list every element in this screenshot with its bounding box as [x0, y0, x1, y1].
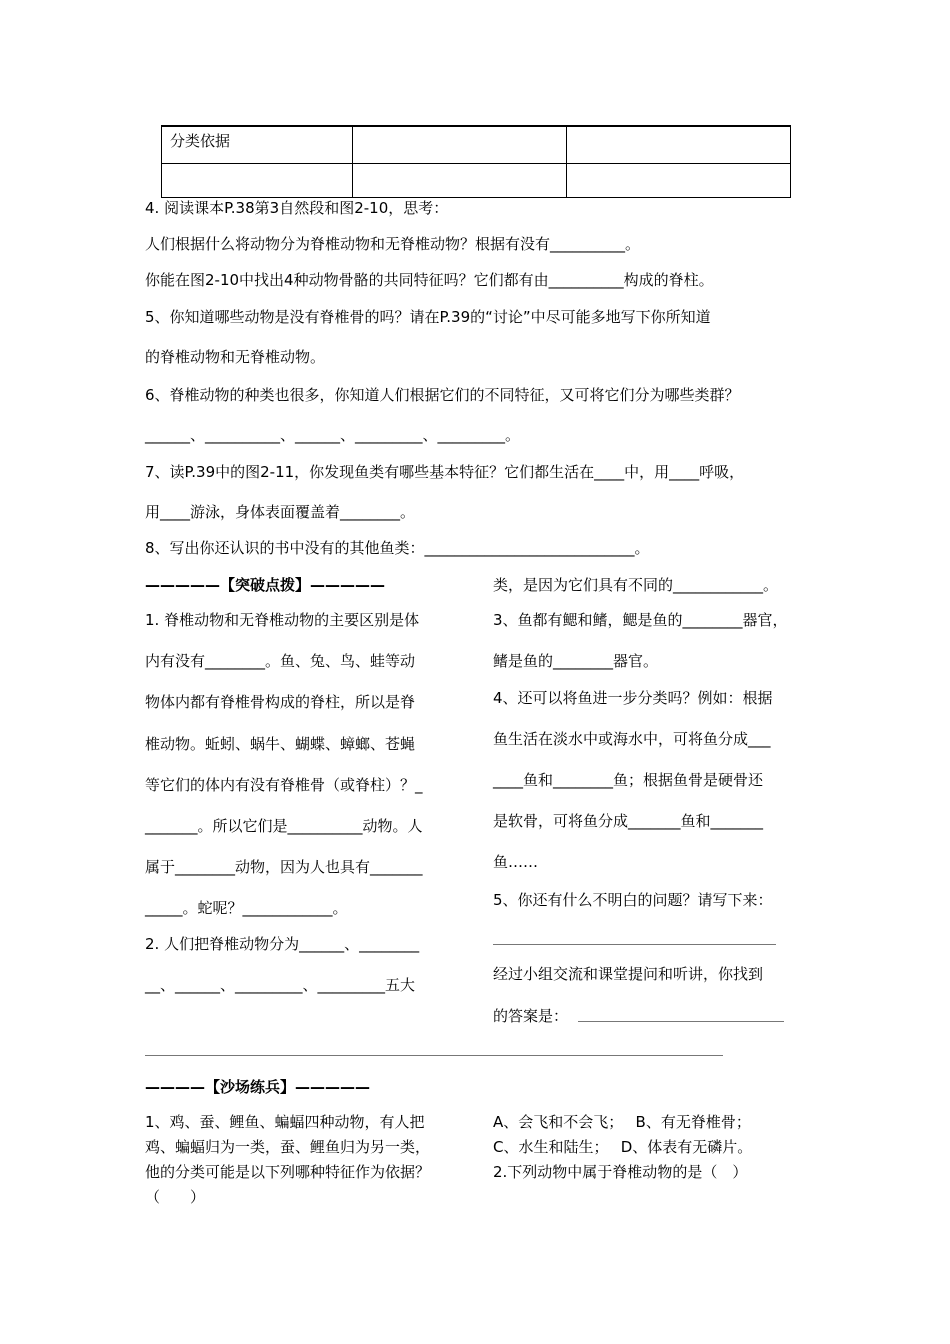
text-line: _____。蛇呢？____________。 [145, 899, 348, 917]
text-line: 的答案是： [493, 1007, 569, 1025]
answer-line [578, 1021, 784, 1022]
question-4: 4. 阅读课本P.38第3自然段和图2-10，思考： [145, 199, 449, 217]
text-line: 他的分类可能是以下列哪种特征作为依据？ [145, 1163, 431, 1181]
text-line: 鸡、蝙蝠归为一类，蚕、鲤鱼归为另一类， [145, 1138, 431, 1156]
text-line: 3、鱼都有鳃和鳍，鳃是鱼的________器官， [493, 611, 788, 629]
question-6-line-2: ______、__________、______、_________、_________。 [145, 426, 521, 444]
text-line: ____鱼和________鱼；根据鱼骨是硬骨还 [493, 771, 764, 789]
text-line: 5、你还有什么不明白的问题？请写下来： [493, 891, 773, 909]
text-line: 是软骨，可将鱼分成_______鱼和_______ [493, 812, 764, 830]
text-line: 鱼…… [493, 853, 539, 871]
table-row [162, 164, 791, 198]
question-7-line-2: 用____游泳，身体表面覆盖着________。 [145, 503, 416, 521]
practice-header: ————【沙场练兵】————— [145, 1078, 371, 1096]
option-line: A、会飞和不会飞； B、有无脊椎骨； [493, 1113, 751, 1131]
text-line: 鱼生活在淡水中或海水中，可将鱼分成___ [493, 730, 771, 748]
answer-line [493, 944, 776, 945]
text-line: 1. 脊椎动物和无脊椎动物的主要区别是体 [145, 611, 420, 629]
breakthrough-header: —————【突破点拨】————— [145, 576, 386, 594]
table-cell [353, 126, 567, 164]
text-line: 2.下列动物中属于脊椎动物的是（ ） [493, 1163, 748, 1181]
text-line: 物体内都有脊椎骨构成的脊柱，所以是脊 [145, 693, 416, 711]
question-8: 8、写出你还认识的书中没有的其他鱼类：____________________________。 [145, 539, 650, 557]
question-4-line-1: 人们根据什么将动物分为脊椎动物和无脊椎动物？根据有没有__________。 [145, 235, 641, 253]
classification-table [161, 125, 791, 198]
text-line: 椎动物。蚯蚓、蜗牛、蝴蝶、蟑螂、苍蝇 [145, 735, 416, 753]
table-cell: 分类依据 [162, 126, 353, 164]
question-6-line-1: 6、脊椎动物的种类也很多，你知道人们根据它们的不同特征，又可将它们分为哪些类群？ [145, 386, 740, 404]
text-line: 内有没有________。鱼、兔、鸟、蛙等动 [145, 652, 416, 670]
question-5-line-2: 的脊椎动物和无脊椎动物。 [145, 348, 326, 366]
text-line: 属于________动物，因为人也具有_______ [145, 858, 423, 876]
question-7-line-1: 7、读P.39中的图2-11，你发现鱼类有哪些基本特征？它们都生活在____中，用____呼吸， [145, 463, 745, 481]
text-line: 鳍是鱼的________器官。 [493, 652, 659, 670]
question-4-line-2: 你能在图2-10中找出4种动物骨骼的共同特征吗？它们都有由__________构成的脊柱。 [145, 271, 714, 289]
question-5-line-1: 5、你知道哪些动物是没有脊椎骨的吗？请在P.39的“讨论”中尽可能多地写下你所知道 [145, 308, 711, 326]
table-cell [162, 164, 353, 198]
text-line: 类，是因为它们具有不同的____________。 [493, 576, 779, 594]
text-line: 1、鸡、蚕、鲤鱼、蝙蝠四种动物，有人把 [145, 1113, 425, 1131]
text-line: 2. 人们把脊椎动物分为______、________ [145, 935, 420, 953]
text-line: __、______、_________、_________五大 [145, 976, 416, 994]
divider-line [145, 1055, 723, 1056]
table-cell [353, 164, 567, 198]
text-line: 等它们的体内有没有脊椎骨（或脊柱）？_ [145, 776, 423, 794]
text-line: _______。所以它们是__________动物。人 [145, 817, 423, 835]
table-cell [567, 126, 791, 164]
text-line: 经过小组交流和课堂提问和听讲，你找到 [493, 965, 764, 983]
text-line: 4、还可以将鱼进一步分类吗？例如：根据 [493, 689, 773, 707]
text-line: （ ） [145, 1188, 206, 1206]
option-line: C、水生和陆生； D、体表有无磷片。 [493, 1138, 753, 1156]
table-cell [567, 164, 791, 198]
table-row [162, 126, 791, 164]
